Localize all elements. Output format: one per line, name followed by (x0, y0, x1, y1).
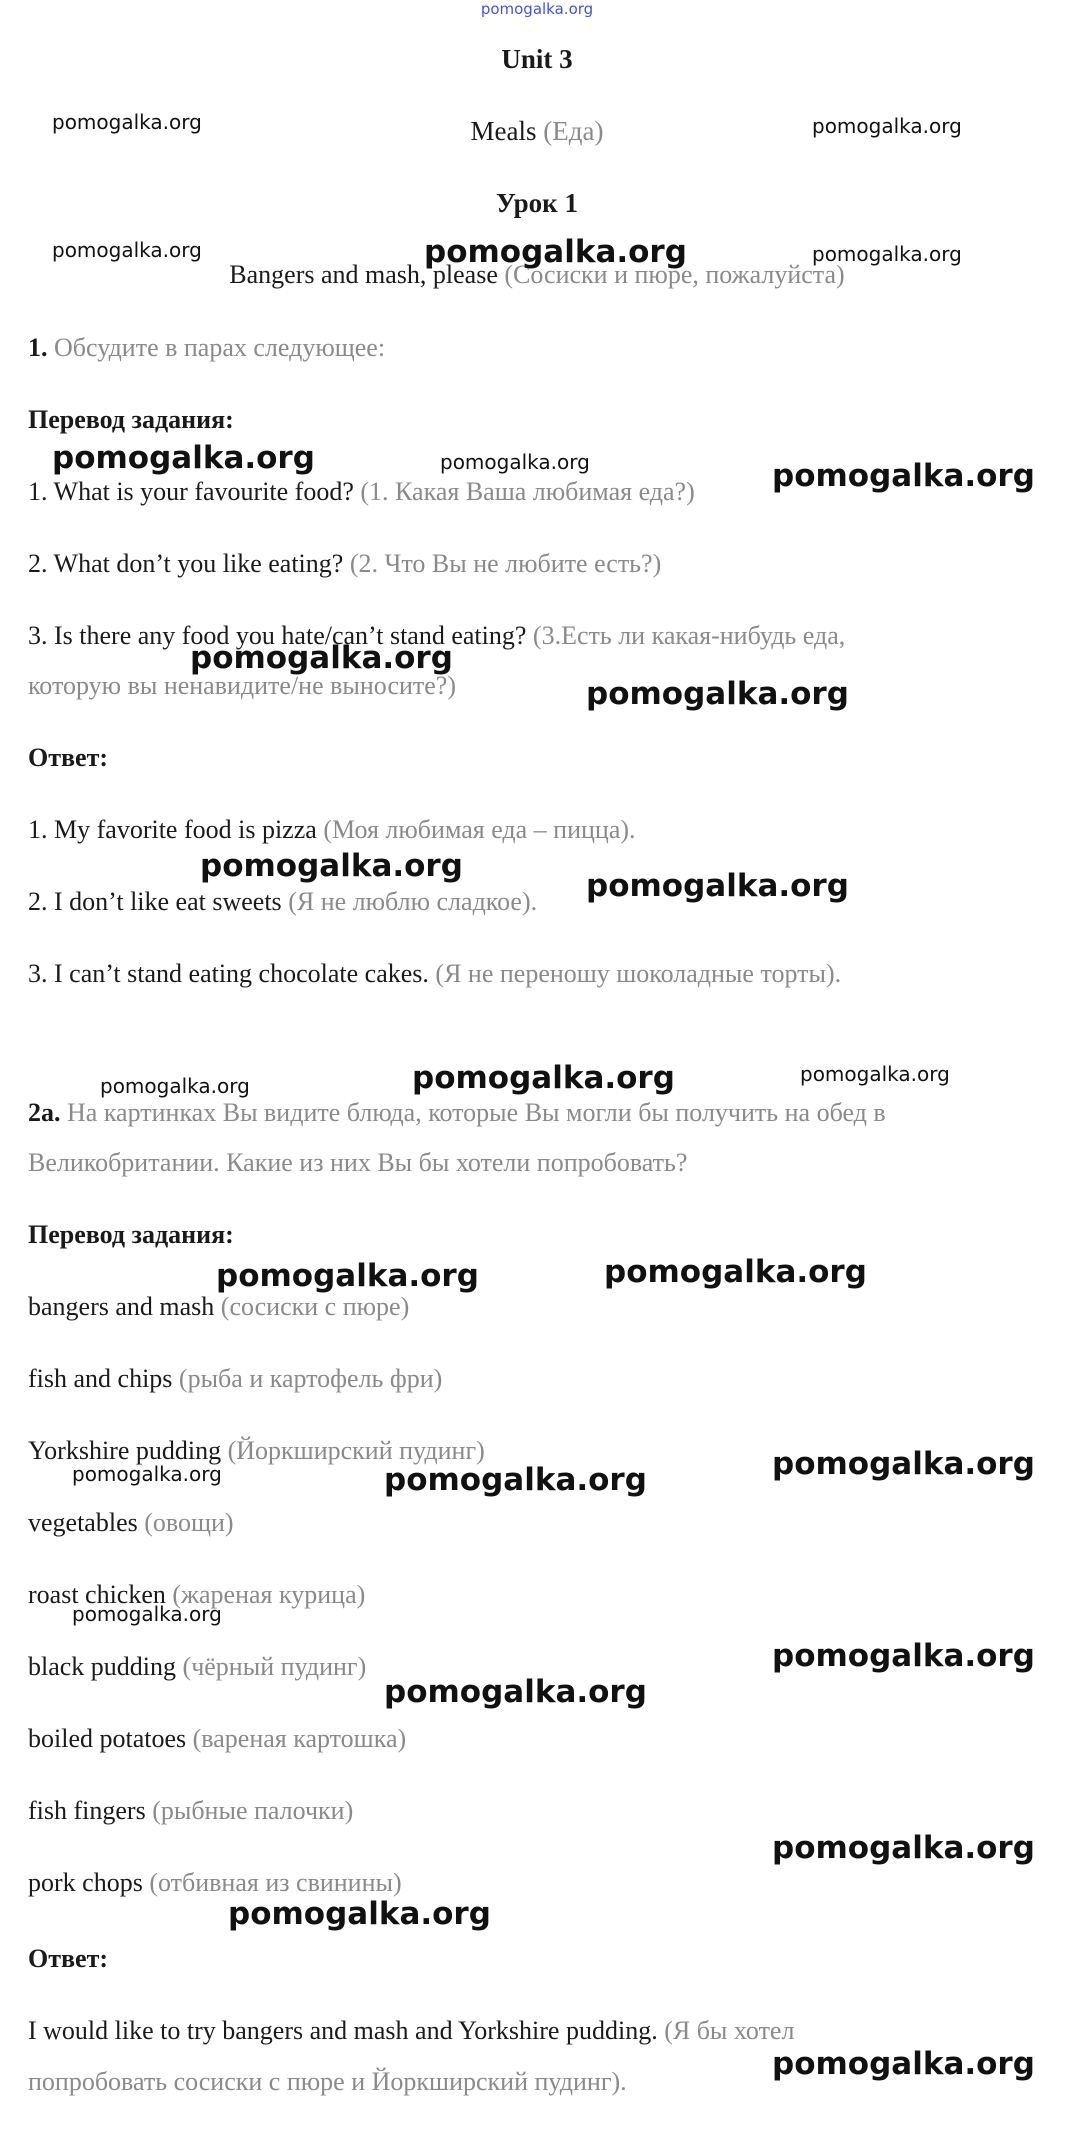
question-ru: (3.Есть ли какая-нибудь еда, (532, 621, 846, 650)
task1-question-2 (28, 549, 661, 579)
top-site-link[interactable]: pomogalka.org (480, 0, 594, 18)
dish-item (28, 1652, 366, 1682)
task1-instruction (28, 333, 385, 363)
task1-question-1 (28, 477, 695, 507)
task2a-answer (28, 2016, 794, 2046)
lesson-title-en: Bangers and mash, please (229, 260, 498, 289)
dish-en: boiled potatoes (28, 1724, 187, 1753)
watermark: pomogalka.org (384, 1674, 647, 1710)
answer-en: 1. My favorite food is pizza (28, 815, 317, 844)
task2a-instruction-text: На картинках Вы видите блюда, которые Вы могли бы получить на обед в (67, 1098, 886, 1127)
watermark: pomogalka.org (586, 868, 849, 904)
dish-ru: (рыба и картофель фри) (178, 1364, 443, 1393)
watermark: pomogalka.org (216, 1258, 479, 1294)
task1-question-3-cont: которую вы ненавидите/не выносите?) (28, 671, 456, 700)
task2a-translation-heading: Перевод задания: (28, 1220, 234, 1249)
dish-ru: (овощи) (144, 1508, 234, 1537)
task1-answer-heading: Ответ: (28, 743, 109, 772)
question-en: 3. Is there any food you hate/can’t stand eating? (28, 621, 527, 650)
topic-ru: (Еда) (543, 116, 604, 146)
watermark: pomogalka.org (812, 242, 962, 266)
answer-ru: (Моя любимая еда – пицца). (323, 815, 636, 844)
task2a-answer-cont: попробовать сосиски с пюре и Йоркширский пудинг). (28, 2067, 627, 2096)
task1-answer-2 (28, 887, 537, 917)
task2a-instruction-cont: Великобритании. Какие из них Вы бы хотели попробовать? (28, 1148, 688, 1177)
watermark: pomogalka.org (52, 238, 202, 262)
dish-item (28, 1292, 409, 1322)
watermark: pomogalka.org (384, 1462, 647, 1498)
watermark: pomogalka.org (200, 848, 463, 884)
watermark: pomogalka.org (52, 110, 202, 134)
dish-en: vegetables (28, 1508, 138, 1537)
task1-instruction-text: Обсудите в парах следующее: (54, 333, 386, 362)
watermark: pomogalka.org (604, 1254, 867, 1290)
watermark: pomogalka.org (72, 1602, 222, 1626)
dish-en: fish fingers (28, 1796, 146, 1825)
task1-number: 1. (28, 333, 48, 362)
dish-ru: (жареная курица) (172, 1580, 366, 1609)
answer-en: 2. I don’t like eat sweets (28, 887, 282, 916)
dish-en: bangers and mash (28, 1292, 215, 1321)
task1-translation-heading: Перевод задания: (28, 405, 234, 434)
dish-en: pork chops (28, 1868, 143, 1897)
question-en: 2. What don’t you like eating? (28, 549, 344, 578)
watermark: pomogalka.org (772, 1638, 1035, 1674)
watermark: pomogalka.org (52, 440, 315, 476)
watermark: pomogalka.org (190, 640, 453, 676)
dish-en: Yorkshire pudding (28, 1436, 222, 1465)
question-ru: (2. Что Вы не любите есть?) (349, 549, 662, 578)
watermark: pomogalka.org (772, 1446, 1035, 1482)
topic-en: Meals (470, 116, 537, 146)
dish-ru: (Йоркширский пудинг) (227, 1436, 485, 1465)
lesson-title-ru: (Сосиски и пюре, пожалуйста) (504, 260, 845, 289)
watermark: pomogalka.org (586, 676, 849, 712)
lesson-number: Урок 1 (496, 188, 578, 218)
watermark: pomogalka.org (800, 1062, 950, 1086)
task2a-number: 2a. (28, 1098, 61, 1127)
watermark: pomogalka.org (412, 1060, 675, 1096)
watermark: pomogalka.org (772, 458, 1035, 494)
task1-answer-3 (28, 959, 841, 989)
watermark: pomogalka.org (772, 1830, 1035, 1866)
watermark: pomogalka.org (228, 1896, 491, 1932)
watermark: pomogalka.org (72, 1462, 222, 1486)
dish-item (28, 1724, 406, 1754)
watermark: pomogalka.org (772, 2046, 1035, 2082)
answer-en: 3. I can’t stand eating chocolate cakes. (28, 959, 429, 988)
question-en: 1. What is your favourite food? (28, 477, 354, 506)
dish-ru: (рыбные палочки) (152, 1796, 354, 1825)
answer-en: I would like to try bangers and mash and Yorkshire pudding. (28, 2016, 658, 2045)
task1-answer-1 (28, 815, 636, 845)
dish-item (28, 1796, 353, 1826)
dish-item (28, 1508, 234, 1538)
dish-ru: (отбивная из свинины) (149, 1868, 402, 1897)
dish-ru: (чёрный пудинг) (182, 1652, 367, 1681)
dish-ru: (вареная картошка) (192, 1724, 407, 1753)
watermark: pomogalka.org (812, 114, 962, 138)
dish-ru: (сосиски с пюре) (220, 1292, 410, 1321)
answer-ru: (Я не переношу шоколадные торты). (435, 959, 842, 988)
dish-item (28, 1868, 402, 1898)
task2a-instruction (28, 1098, 886, 1128)
question-ru: (1. Какая Ваша любимая еда?) (360, 477, 695, 506)
answer-ru: (Я не люблю сладкое). (288, 887, 538, 916)
watermark: pomogalka.org (100, 1074, 250, 1098)
task2a-answer-heading: Ответ: (28, 1944, 109, 1973)
dish-en: roast chicken (28, 1580, 166, 1609)
dish-en: fish and chips (28, 1364, 173, 1393)
watermark: pomogalka.org (424, 234, 687, 270)
dish-item (28, 1364, 442, 1394)
dish-en: black pudding (28, 1652, 177, 1681)
answer-ru: (Я бы хотел (664, 2016, 795, 2045)
watermark: pomogalka.org (440, 450, 590, 474)
unit-title: Unit 3 (501, 44, 573, 74)
